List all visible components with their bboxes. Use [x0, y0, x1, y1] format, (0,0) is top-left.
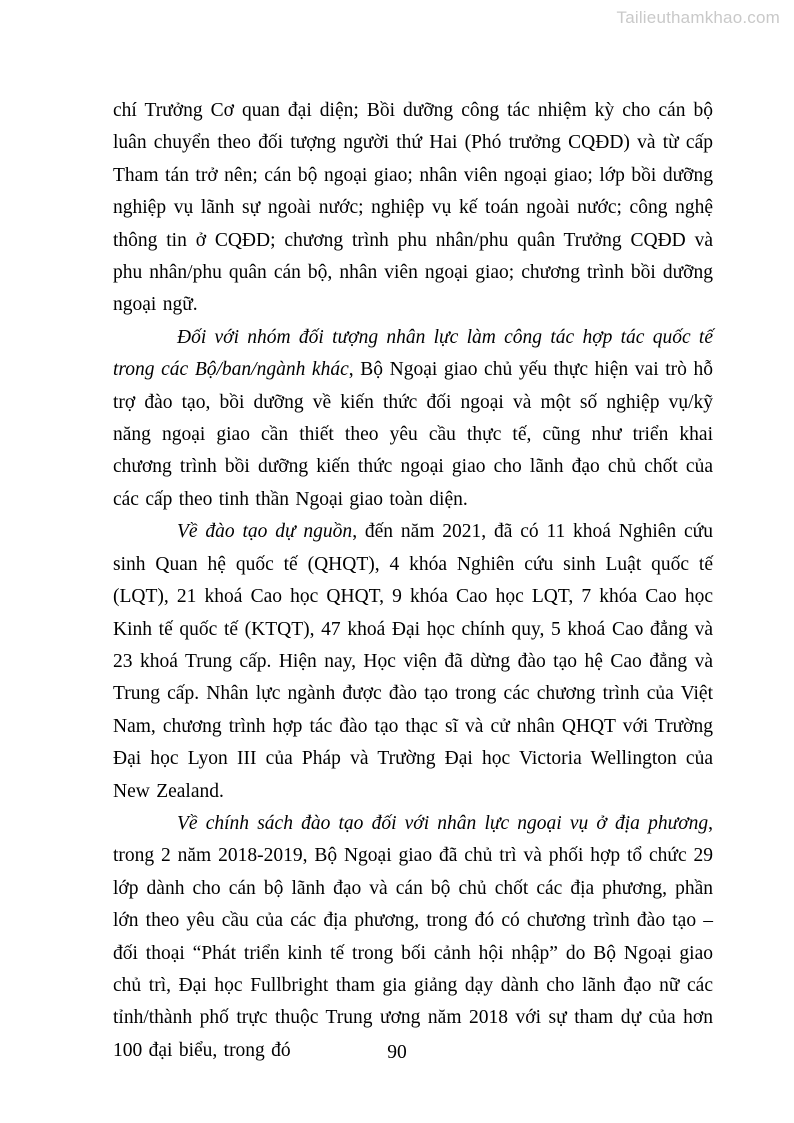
text-segment: , đến năm 2021, đã có 11 khoá Nghiên cứu sinh Quan hệ quốc tế (QHQT), 4 khóa Nghiên cứu sinh Luật quốc tế (LQT), 21 khoá Cao học QHQT, 9 khóa Cao học LQT, 7 khóa Cao học Kinh tế quốc tế (KTQT), 47 khoá Đại học chính quy, 5 khoá Cao đẳng và 23 khoá Trung cấp. Hiện nay, Học viện đã dừng đào tạo hệ Cao đẳng và Trung cấp. Nhân lực ngành được đào tạo trong các chương trình của Việt Nam, chương trình hợp tác đào tạo thạc sĩ và cử nhân QHQT với Trường Đại học Lyon III của Pháp và Trường Đại học Victoria Wellington của New Zealand.	[113, 521, 713, 802]
page-number: 90	[387, 1042, 407, 1063]
text-segment: , trong 2 năm 2018-2019, Bộ Ngoại giao đã chủ trì và phối hợp tổ chức 29 lớp dành cho cán bộ lãnh đạo và cán bộ chủ chốt các địa phương, phần lớn theo yêu cầu của các địa phương, trong đó có chương trình đào tạo – đối thoại “Phát triển kinh tế trong bối cảnh hội nhập” do Bộ Ngoại giao chủ trì, Đại học Fullbright tham gia giảng dạy dành cho lãnh đạo nữ các tỉnh/thành phố trực thuộc Trung ương năm 2018 với sự tham dự của hơn 100 đại biểu, trong đó	[113, 812, 713, 1061]
page-body	[113, 95, 713, 1067]
body-paragraph	[113, 516, 713, 808]
watermark: Tailieuthamkhao.com	[616, 8, 780, 27]
text-segment: , Bộ Ngoại giao chủ yếu thực hiện vai trò hỗ trợ đào tạo, bồi dưỡng về kiến thức đối ngoại và một số nghiệp vụ/kỹ năng ngoại giao cần thiết theo yêu cầu thực tế, cũng như triển khai chương trình bồi dưỡng kiến thức ngoại giao cho lãnh đạo chủ chốt của các cấp theo tinh thần Ngoại giao toàn diện.	[113, 359, 713, 510]
body-paragraph	[113, 322, 713, 516]
text-segment: Về chính sách đào tạo đối với nhân lực ngoại vụ ở địa phương	[177, 812, 709, 834]
body-paragraph	[113, 95, 713, 322]
text-segment: chí Trưởng Cơ quan đại diện; Bồi dưỡng công tác nhiệm kỳ cho cán bộ luân chuyển theo đối tượng người thứ Hai (Phó trưởng CQĐD) và từ cấp Tham tán trở nên; cán bộ ngoại giao; nhân viên ngoại giao; lớp bồi dưỡng nghiệp vụ lãnh sự ngoài nước; nghiệp vụ kế toán ngoài nước; công nghệ thông tin ở CQĐD; chương trình phu nhân/phu quân Trưởng CQĐD và phu nhân/phu quân cán bộ, nhân viên ngoại giao; chương trình bồi dưỡng ngoại ngữ.	[113, 100, 713, 316]
text-segment: Đối với nhóm đối tượng nhân lực làm công tác hợp tác quốc tế trong các Bộ/ban/ngành khác	[113, 326, 713, 381]
text-segment: Về đào tạo dự nguồn	[177, 521, 353, 543]
body-paragraph	[113, 808, 713, 1067]
